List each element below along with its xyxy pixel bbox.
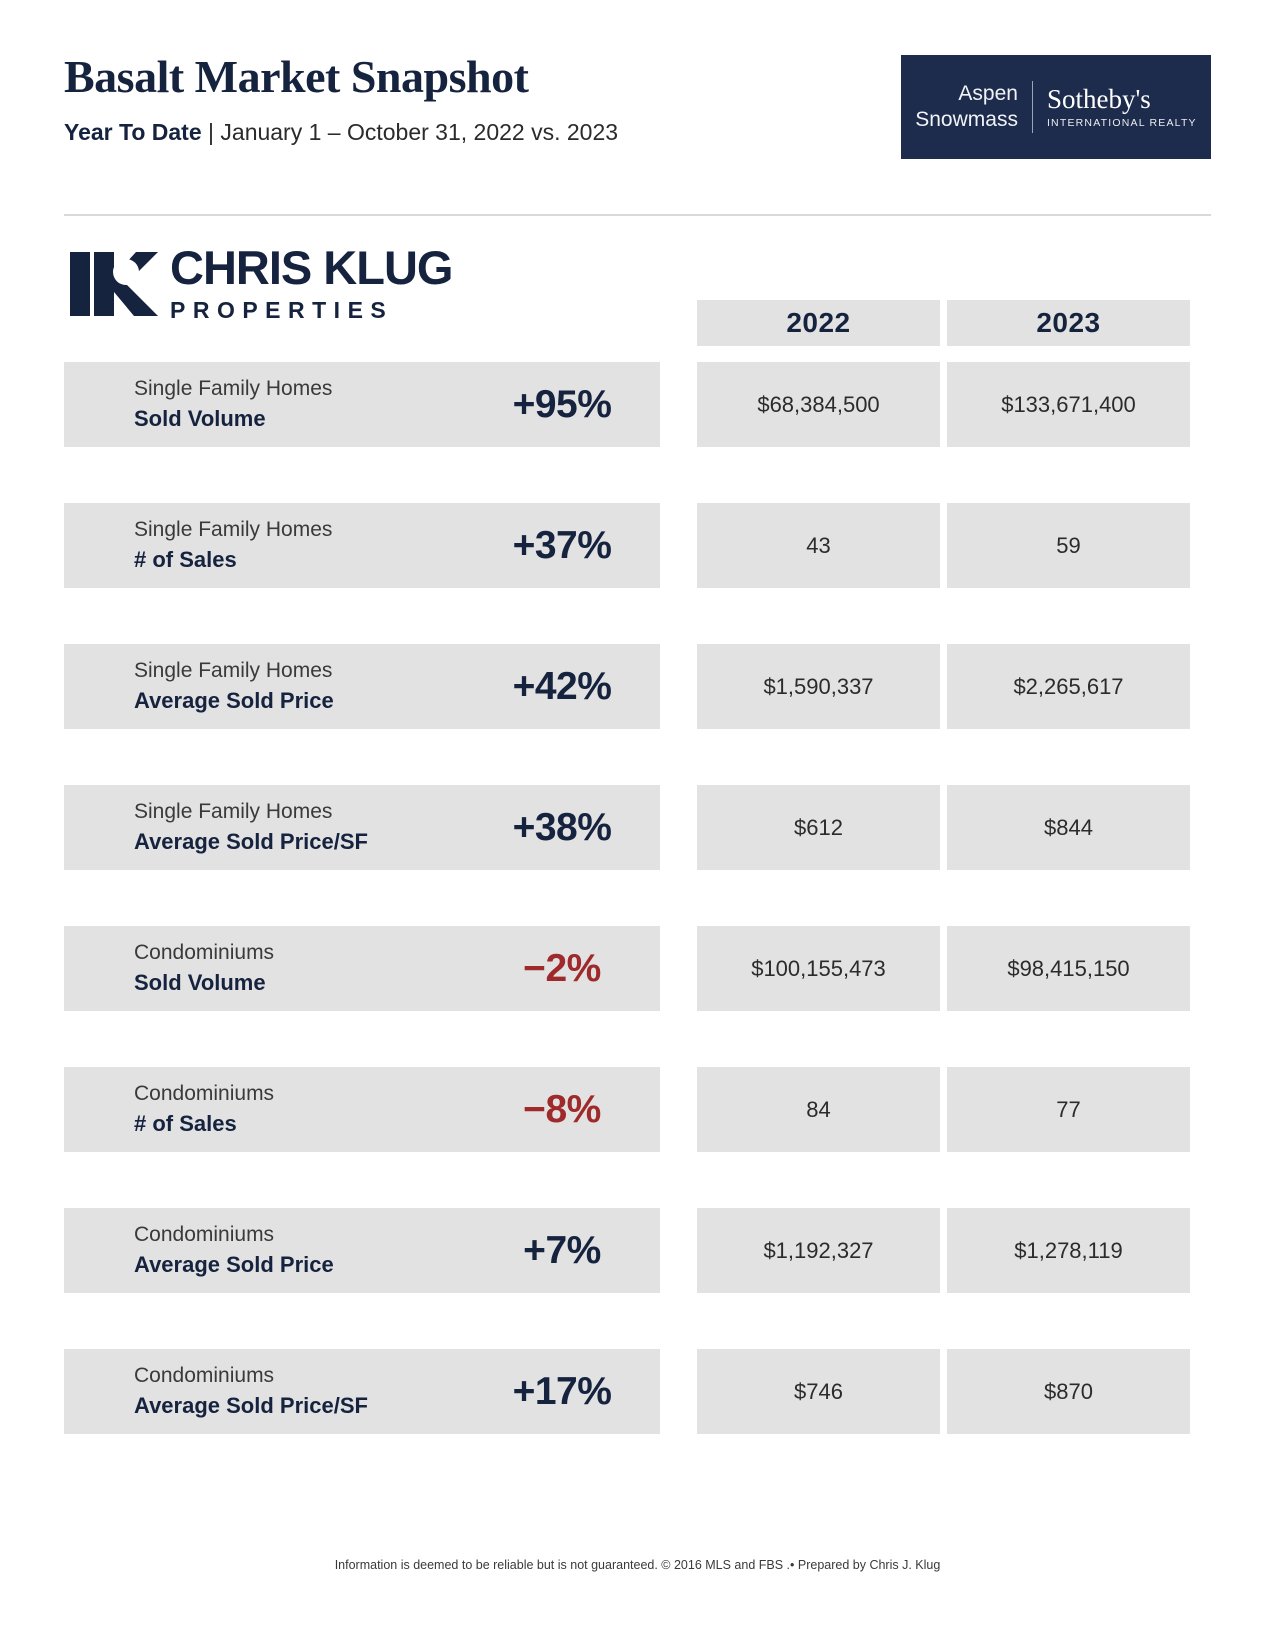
row-label xyxy=(64,926,464,1011)
row-value-2022: 43 xyxy=(697,503,940,588)
row-metric: Average Sold Price/SF xyxy=(134,1392,368,1418)
row-value-2023: $2,265,617 xyxy=(947,644,1190,729)
row-metric: Average Sold Price xyxy=(134,1251,334,1277)
row-change: −2% xyxy=(464,926,660,1011)
table-row xyxy=(64,926,1211,1011)
row-change: −8% xyxy=(464,1067,660,1152)
table-row xyxy=(64,1208,1211,1293)
row-change: +37% xyxy=(464,503,660,588)
aspen-line: Aspen xyxy=(958,82,1018,106)
row-value-2023: $844 xyxy=(947,785,1190,870)
row-value-2022: $1,590,337 xyxy=(697,644,940,729)
row-label xyxy=(64,1349,464,1434)
logo-subtitle: PROPERTIES xyxy=(170,297,394,323)
row-value-2022: 84 xyxy=(697,1067,940,1152)
row-category: Single Family Homes xyxy=(134,518,333,542)
table-row xyxy=(64,1349,1211,1434)
row-label xyxy=(64,503,464,588)
row-change: +17% xyxy=(464,1349,660,1434)
row-metric: Average Sold Price/SF xyxy=(134,828,368,854)
row-label xyxy=(64,1208,464,1293)
row-category: Single Family Homes xyxy=(134,800,333,824)
row-value-2023: 59 xyxy=(947,503,1190,588)
subtitle-bold: Year To Date xyxy=(64,118,202,145)
row-value-2022: $1,192,327 xyxy=(697,1208,940,1293)
row-label xyxy=(64,362,464,447)
row-value-2022: $100,155,473 xyxy=(697,926,940,1011)
row-change: +38% xyxy=(464,785,660,870)
logo-name: CHRIS KLUG xyxy=(170,241,453,294)
row-value-2023: $98,415,150 xyxy=(947,926,1190,1011)
table-row xyxy=(64,362,1211,447)
row-metric: # of Sales xyxy=(134,546,237,572)
sothebys-logo-badge xyxy=(901,55,1211,159)
row-category: Condominiums xyxy=(134,1223,275,1247)
page-title: Basalt Market Snapshot xyxy=(64,51,529,102)
badge-divider xyxy=(1032,81,1033,133)
row-label xyxy=(64,644,464,729)
row-category: Single Family Homes xyxy=(134,377,333,401)
column-header-2023: 2023 xyxy=(947,300,1190,346)
table-column-headers xyxy=(697,300,1211,346)
row-change: +7% xyxy=(464,1208,660,1293)
row-label xyxy=(64,1067,464,1152)
row-value-2023: $870 xyxy=(947,1349,1190,1434)
market-stats-table xyxy=(64,300,1211,1434)
sothebys-wordmark: Sotheby's xyxy=(1046,84,1151,115)
row-metric: # of Sales xyxy=(134,1110,237,1136)
table-row xyxy=(64,1067,1211,1152)
row-category: Condominiums xyxy=(134,941,275,965)
row-label xyxy=(64,785,464,870)
row-value-2022: $68,384,500 xyxy=(697,362,940,447)
row-value-2023: $1,278,119 xyxy=(947,1208,1190,1293)
row-value-2022: $746 xyxy=(697,1349,940,1434)
row-category: Condominiums xyxy=(134,1082,275,1106)
row-category: Condominiums xyxy=(134,1364,275,1388)
subtitle-rest: | January 1 – October 31, 2022 vs. 2023 xyxy=(208,118,619,145)
row-value-2023: $133,671,400 xyxy=(947,362,1190,447)
page-header xyxy=(64,0,1211,192)
table-row xyxy=(64,644,1211,729)
row-value-2023: 77 xyxy=(947,1067,1190,1152)
column-header-2022: 2022 xyxy=(697,300,940,346)
table-row xyxy=(64,785,1211,870)
table-rows xyxy=(64,362,1211,1434)
row-value-2022: $612 xyxy=(697,785,940,870)
row-metric: Sold Volume xyxy=(134,405,266,431)
row-category: Single Family Homes xyxy=(134,659,333,683)
table-row xyxy=(64,503,1211,588)
header-divider xyxy=(64,214,1211,216)
aspen-snowmass-text xyxy=(915,81,1018,132)
footer-disclaimer: Information is deemed to be reliable but is not guaranteed. © 2016 MLS and FBS .• Prepared by Chris J. Klug xyxy=(334,1558,941,1572)
snowmass-line: Snowmass xyxy=(915,108,1018,131)
international-realty-text: INTERNATIONAL REALTY xyxy=(1046,116,1197,129)
row-change: +95% xyxy=(464,362,660,447)
row-metric: Average Sold Price xyxy=(134,687,334,713)
row-change: +42% xyxy=(464,644,660,729)
row-metric: Sold Volume xyxy=(134,969,266,995)
